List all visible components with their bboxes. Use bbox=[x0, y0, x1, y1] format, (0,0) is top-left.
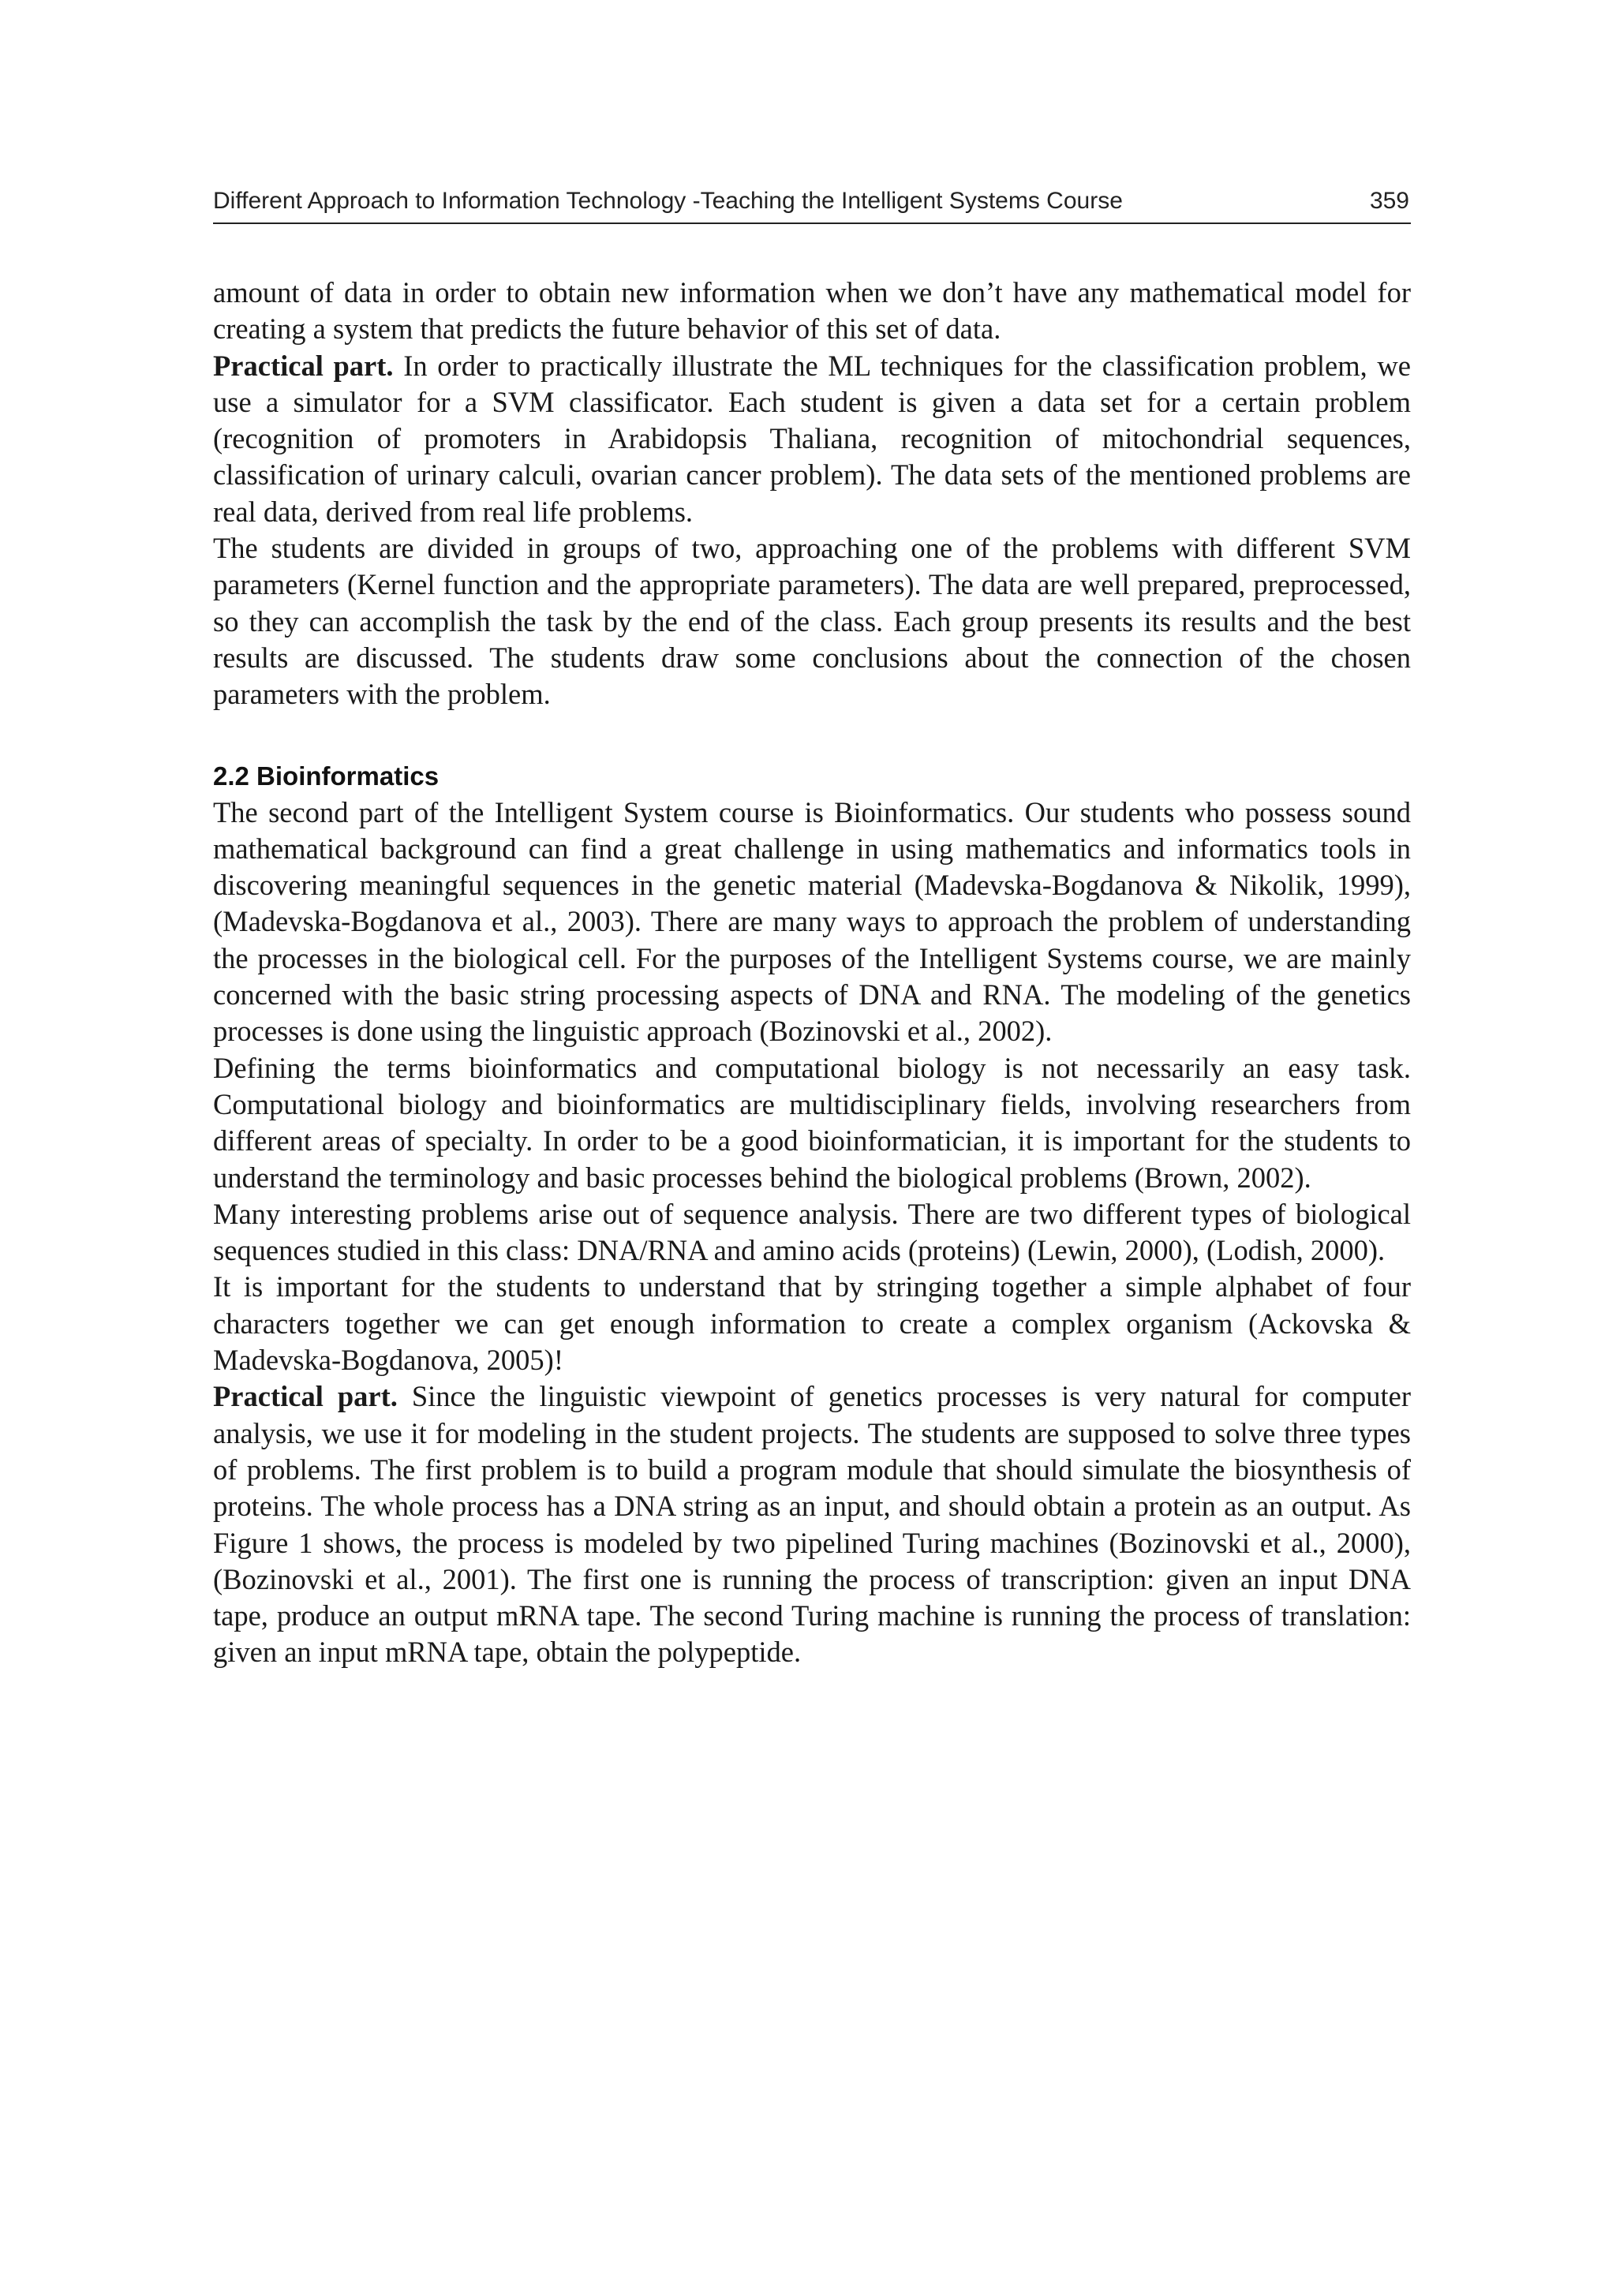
section-heading-bioinformatics: 2.2 Bioinformatics bbox=[213, 761, 440, 791]
paragraph-text: It is important for the students to understand that by stringing together a simple alphabet of four characters together we can get enough information to create a complex organism (Ackovska & Madevska-Bogdanova, 2005)! bbox=[213, 1270, 1411, 1377]
paragraph-text: The students are divided in groups of two, approaching one of the problems with different SVM parameters (Kernel function and the appropriate parameters). The data are well prepared, preprocessed, so they can accomplish the task by the end of the class. Each group presents its results and the best results are discussed. The students draw some conclusions about the connection of the chosen parameters with the problem. bbox=[213, 532, 1411, 711]
body-text bbox=[213, 275, 1411, 1671]
paragraph-text: Many interesting problems arise out of sequence analysis. There are two different types of biological sequences studied in this class: DNA/RNA and amino acids (proteins) (Lewin, 2000), (Lodish, 2000). bbox=[213, 1197, 1411, 1267]
paragraph-text: In order to practically illustrate the ML techniques for the classification problem, we use a simulator for a SVM classificator. Each student is given a data set for a certain problem (recognition of promoters in Arabidopsis Thaliana, recognition of mitochondrial sequences, classification of urinary calculi, ovarian cancer problem). The data sets of the mentioned problems are real data, derived from real life problems. bbox=[213, 349, 1411, 528]
paragraph-lead: Practical part. bbox=[213, 1380, 398, 1413]
running-title: Different Approach to Information Technology -Teaching the Intelligent Systems Course bbox=[213, 188, 1123, 214]
paragraph-text: amount of data in order to obtain new information when we don’t have any mathematical model for creating a system that predicts the future behavior of this set of data. bbox=[213, 276, 1411, 346]
paragraph-text: Defining the terms bioinformatics and computational biology is not necessarily an easy task. Computational biology and bioinformatics are multidisciplinary fields, involving researchers from different areas of specialty. In order to be a good bioinformatician, it is important for the students to understand the terminology and basic processes behind the biological problems (Brown, 2002). bbox=[213, 1051, 1411, 1194]
paragraph-defining-terms bbox=[213, 1050, 1411, 1196]
paragraph-alphabet bbox=[213, 1269, 1411, 1378]
paragraph-lead: Practical part. bbox=[213, 349, 394, 382]
paragraph-sequence-analysis bbox=[213, 1196, 1411, 1270]
running-header bbox=[213, 183, 1411, 224]
paragraph-text: Since the linguistic viewpoint of genetics processes is very natural for computer analysis, we use it for modeling in the student projects. The students are supposed to solve three types of problems. The first problem is to build a program module that should simulate the biosynthesis of proteins. The whole process has a DNA string as an input, and should obtain a protein as an output. As Figure 1 shows, the process is modeled by two pipelined Turing machines (Bozinovski et al., 2000), (Bozinovski et al., 2001). The first one is running the process of transcription: given an input DNA tape, produce an output mRNA tape. The second Turing machine is running the process of translation: given an input mRNA tape, obtain the polypeptide. bbox=[213, 1380, 1411, 1669]
page-number: 359 bbox=[1369, 188, 1409, 214]
paragraph-practical-bio bbox=[213, 1378, 1411, 1670]
paragraph-student-groups bbox=[213, 530, 1411, 712]
paragraph-practical-ml bbox=[213, 348, 1411, 530]
paragraph-continuation bbox=[213, 275, 1411, 348]
paragraph-bioinformatics-intro bbox=[213, 795, 1411, 1050]
paragraph-text: The second part of the Intelligent System course is Bioinformatics. Our students who possess sound mathematical background can find a great challenge in using mathematics and informatics tools in discovering meaningful sequences in the genetic material (Madevska-Bogdanova & Nikolik, 1999), (Madevska-Bogdanova et al., 2003). There are many ways to approach the problem of understanding the processes in the biological cell. For the purposes of the Intelligent Systems course, we are mainly concerned with the basic string processing aspects of DNA and RNA. The modeling of the genetics processes is done using the linguistic approach (Bozinovski et al., 2002). bbox=[213, 795, 1411, 1048]
